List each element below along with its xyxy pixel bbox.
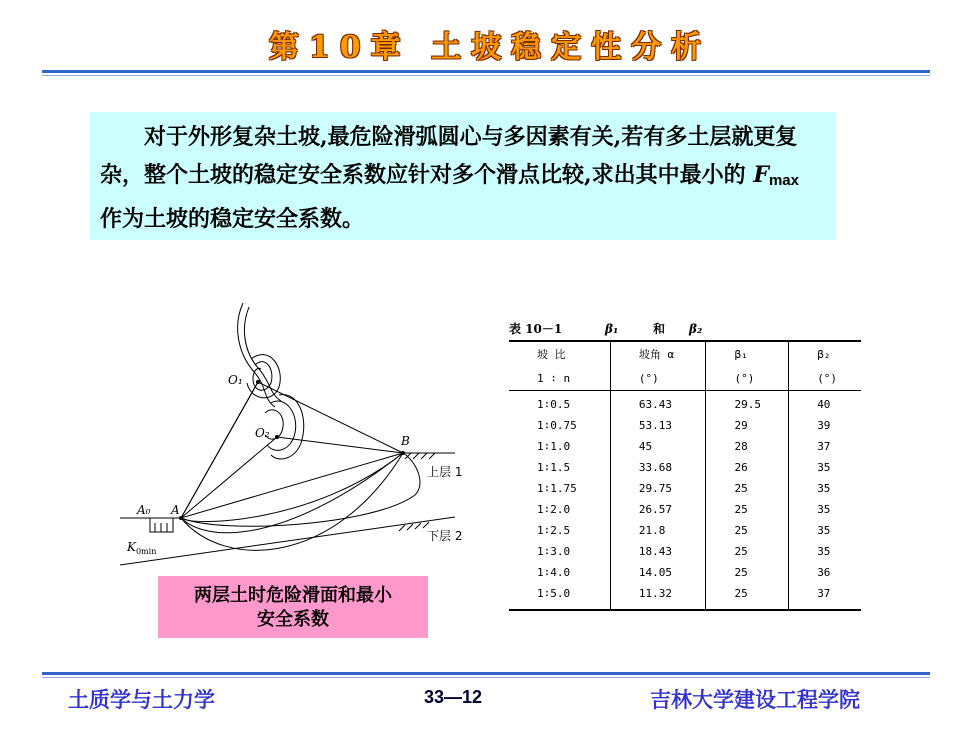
label-b: B xyxy=(401,434,410,448)
table-row: 1∶1.5 33.68 26 35 xyxy=(509,457,861,478)
header-beta1: β₁ xyxy=(706,341,789,366)
label-a0: A₀ xyxy=(137,503,151,517)
table-row: 1∶2.0 26.57 25 35 xyxy=(509,499,861,520)
table-row: 1∶5.0 11.32 25 37 xyxy=(509,583,861,610)
description-text: 对于外形复杂土坡,最危险滑弧圆心与多因素有关,若有多土层就更复杂，整个土坡的稳定安全系数应针对多个滑点比较,求出其中最小的 xyxy=(100,124,798,188)
label-o2: O₂ xyxy=(255,426,270,440)
label-upper-layer: 上层 1 xyxy=(427,465,463,479)
table-row: 1∶0.5 63.43 29.5 40 xyxy=(509,391,861,416)
table-row: 1∶4.0 14.05 25 36 xyxy=(509,562,861,583)
header-unit-beta2: (°) xyxy=(789,366,861,391)
header-unit-ratio: 1 ∶ n xyxy=(509,366,610,391)
slope-angle-table xyxy=(509,318,861,611)
description-box xyxy=(90,112,836,240)
table-row: 1∶3.0 18.43 25 35 xyxy=(509,541,861,562)
header-unit-beta1: (°) xyxy=(706,366,789,391)
description-text-end: 作为土坡的稳定安全系数。 xyxy=(100,206,365,232)
footer-institution: 吉林大学建设工程学院 xyxy=(650,689,860,712)
footer-divider xyxy=(42,672,930,675)
footer-page-number: 33—12 xyxy=(424,687,483,707)
table-row: 1∶2.5 21.8 25 35 xyxy=(509,520,861,541)
table-caption: 表 10－1 β₁ 和 β₂ xyxy=(509,322,703,336)
table-row: 1∶1.0 45 28 37 xyxy=(509,436,861,457)
f-max-symbol: $F_{max}$ xyxy=(753,162,799,189)
table-row: 1∶0.75 53.13 29 39 xyxy=(509,415,861,436)
header-unit-angle: (°) xyxy=(610,366,706,391)
label-k: $K_{0min}$ xyxy=(127,540,157,556)
label-lower-layer: 下层 2 xyxy=(427,529,463,543)
header-slope-ratio: 坡 比 xyxy=(509,341,610,366)
header-slope-angle: 坡角 α xyxy=(610,341,706,366)
label-o1: O₁ xyxy=(228,373,243,387)
title-divider xyxy=(42,70,930,73)
footer-divider-thin xyxy=(42,677,930,678)
slide-title: 第10章 土坡稳定性分析 xyxy=(268,30,712,65)
footer-course: 土质学与土力学 xyxy=(68,689,215,712)
table-row: 1∶1.75 29.75 25 35 xyxy=(509,478,861,499)
header-beta2: β₂ xyxy=(789,341,861,366)
slope-stability-diagram xyxy=(115,295,475,585)
slope-table xyxy=(509,340,861,611)
title-divider-thin xyxy=(42,75,930,76)
label-a: A xyxy=(171,503,180,517)
diagram-caption: 两层土时危险滑面和最小 安全系数 xyxy=(158,576,428,638)
description-paragraph xyxy=(90,112,836,238)
